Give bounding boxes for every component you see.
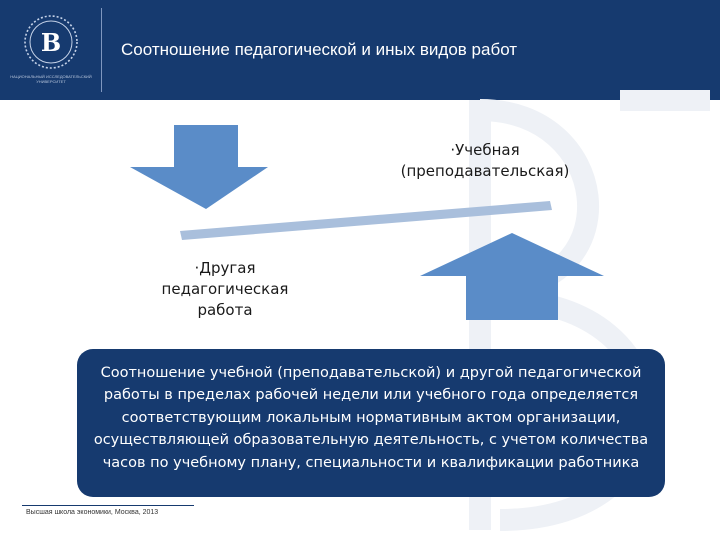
footer-divider <box>22 505 194 506</box>
callout-box <box>77 349 665 497</box>
arrow-up-icon <box>420 233 604 321</box>
svg-text:В: В <box>40 28 62 57</box>
callout-text: Соотношение учебной (преподавательской) и другой педагогической работы в пределах рабочей недели или учебного года определяется соответствующим локальным нормативным актом организации, осуществляющей образовательную деятельность, с учетом количества часов по учебному плану, специальности и квалификации работника <box>93 365 649 471</box>
footer-text: Высшая школа экономики, Москва, 2013 <box>26 509 159 516</box>
page-title: Соотношение педагогической и иных видов работ <box>121 40 518 59</box>
label-teaching-work <box>385 140 585 182</box>
logo-caption: НАЦИОНАЛЬНЫЙ ИССЛЕДОВАТЕЛЬСКИЙ УНИВЕРСИТЕТ <box>10 74 92 84</box>
label-other-text: ·Другая педагогическая работа <box>161 259 289 319</box>
label-teaching-text: ·Учебная (преподавательская) <box>400 141 570 180</box>
label-other-work <box>155 258 295 321</box>
arrow-down-icon <box>128 125 268 210</box>
